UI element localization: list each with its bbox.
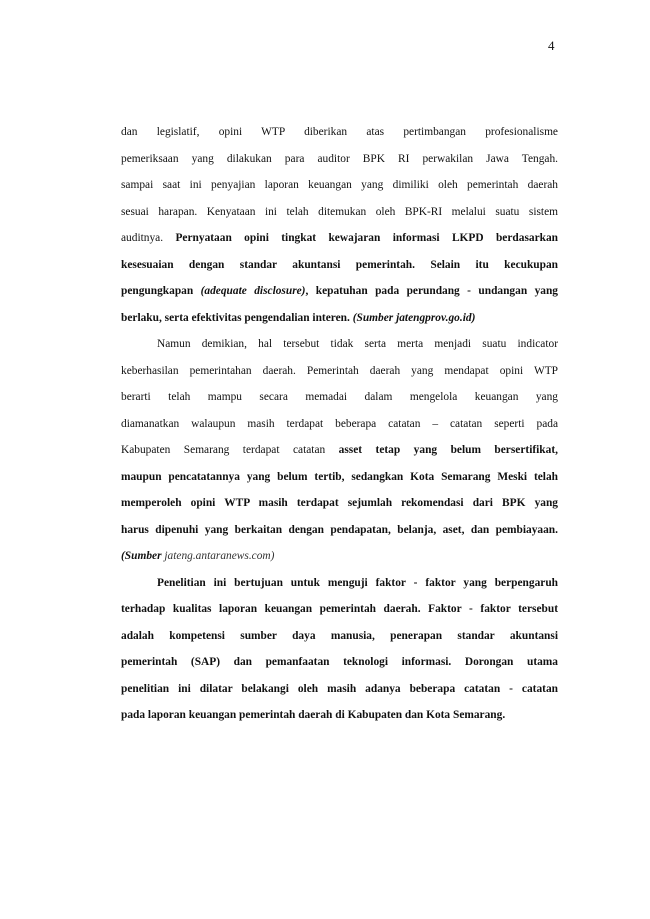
text-line [121,199,558,226]
text-line [121,172,558,199]
text-line [121,278,558,305]
text-line [121,411,558,438]
text-line [121,437,558,464]
text-segment: harus dipenuhi yang berkaitan dengan pendapatan, belanja, aset, dan pembiayaan. [121,523,558,536]
text-segment: Kabupaten Semarang terdapat catatan [121,444,339,456]
text-segment: pemeriksaan yang dilakukan para auditor BPK RI perwakilan Jawa Tengah. [121,152,558,165]
text-segment: keberhasilan pemerintahan daerah. Pemerintah daerah yang mendapat opini WTP [121,364,558,377]
text-segment: maupun pencatatannya yang belum tertib, sedangkan Kota Semarang Meski telah [121,470,558,483]
text-line [121,490,558,517]
text-line [121,331,558,358]
text-segment: berlaku, serta efektivitas pengendalian interen. [121,311,353,324]
text-segment: pemerintah (SAP) dan pemanfaatan teknologi informasi. Dorongan utama [121,656,558,668]
text-line [121,146,558,173]
text-segment: sampai saat ini penyajian laporan keuangan yang dimiliki oleh pemerintah daerah [121,179,558,191]
text-segment: memperoleh opini WTP masih terdapat sejumlah rekomendasi dari BPK yang [121,497,558,509]
text-segment: adalah kompetensi sumber daya manusia, penerapan standar akuntansi [121,629,558,642]
text-segment: Penelitian ini bertujuan untuk menguji faktor - faktor yang berpengaruh [157,576,558,589]
text-line [121,384,558,411]
text-segment: jateng.antaranews.com) [164,550,275,562]
text-segment: (adequate disclosure) [200,285,306,297]
text-line [121,596,558,623]
text-segment: sesuai harapan. Kenyataan ini telah ditemukan oleh BPK-RI melalui suatu sistem [121,205,558,218]
paragraph [121,570,558,729]
text-line [121,676,558,703]
text-segment: (Sumber [121,550,165,562]
page-number: 4 [548,38,555,53]
text-segment: dan legislatif, opini WTP diberikan atas pertimbangan profesionalisme [121,126,558,138]
text-segment: Namun demikian, hal tersebut tidak serta merta menjadi suatu indicator [157,338,558,350]
text-line [121,623,558,650]
text-line [121,225,558,252]
document-body [121,119,558,729]
text-segment: penelitian ini dilatar belakangi oleh masih adanya beberapa catatan - catatan [121,682,558,695]
text-line [121,464,558,491]
text-segment: diamanatkan walaupun masih terdapat beberapa catatan – catatan seperti pada [121,417,558,430]
text-segment: asset tetap yang belum bersertifikat, [338,444,558,456]
text-line [121,649,558,676]
text-segment: terhadap kualitas laporan keuangan pemerintah daerah. Faktor - faktor tersebut [121,603,558,615]
text-line [121,252,558,279]
text-segment: berarti telah mampu secara memadai dalam mengelola keuangan yang [121,391,558,403]
text-segment: kesesuaian dengan standar akuntansi pemerintah. Selain itu kecukupan [121,258,558,271]
paragraph [121,331,558,570]
text-line [121,543,558,570]
text-line [121,517,558,544]
text-segment: pengungkapan [121,285,201,297]
text-segment: , kepatuhan pada perundang - undangan yang [305,285,558,297]
text-line [121,119,558,146]
text-segment: Pernyataan opini tingkat kewajaran informasi LKPD berdasarkan [175,232,558,244]
text-segment: (Sumber jatengprov.go.id) [352,311,476,324]
text-line [121,702,558,729]
text-line [121,570,558,597]
text-line [121,305,558,332]
paragraph [121,119,558,331]
text-segment: auditnya. [121,232,176,244]
text-segment: pada laporan keuangan pemerintah daerah di Kabupaten dan Kota Semarang. [121,709,506,721]
text-line [121,358,558,385]
